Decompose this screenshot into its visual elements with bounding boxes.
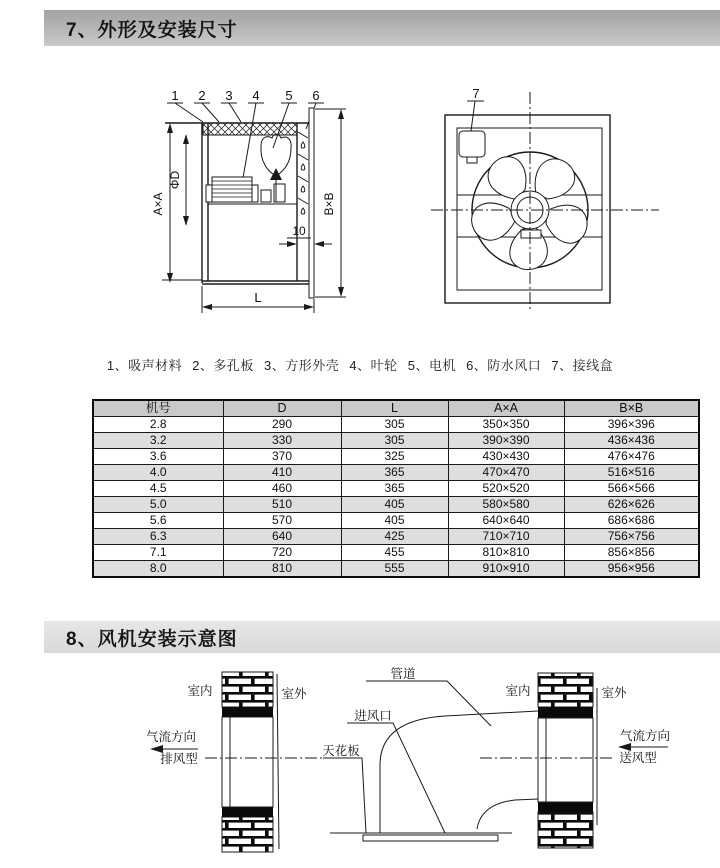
- supply-indoor-label: 室内: [505, 684, 531, 698]
- waterproof-vent: [298, 132, 308, 214]
- col-header-model: 机号: [93, 400, 223, 417]
- dim-bxb-label: B×B: [322, 192, 336, 216]
- table-cell: 365: [341, 481, 448, 497]
- table-row: [93, 417, 699, 433]
- table-cell: 640×640: [448, 513, 564, 529]
- table-cell: 810: [223, 561, 341, 578]
- callout-3: 3: [225, 88, 233, 103]
- wall-top: [538, 673, 593, 707]
- mounting-flange: [309, 108, 314, 298]
- table-row: [93, 545, 699, 561]
- callout-1: 1: [171, 88, 179, 103]
- table-cell: 566×566: [564, 481, 699, 497]
- table-cell: 305: [341, 433, 448, 449]
- callout-2: 2: [198, 88, 206, 103]
- table-cell: 430×430: [448, 449, 564, 465]
- table-cell: 2.8: [93, 417, 223, 433]
- exhaust-airflow-label: 气流方向: [145, 730, 197, 744]
- table-cell: 470×470: [448, 465, 564, 481]
- parts-caption: 1、吸声材料 2、多孔板 3、方形外壳 4、叶轮 5、电机 6、防水风口 7、接线盒: [106, 358, 614, 373]
- table-cell: 370: [223, 449, 341, 465]
- dim-gap: [279, 224, 332, 247]
- dim-l-label: L: [254, 290, 262, 305]
- supply-diagram: [480, 673, 670, 848]
- dimension-table-body: [93, 417, 699, 578]
- table-cell: 436×436: [564, 433, 699, 449]
- table-cell: 810×810: [448, 545, 564, 561]
- table-cell: 710×710: [448, 529, 564, 545]
- section8-header: [44, 621, 720, 653]
- table-cell: 5.0: [93, 497, 223, 513]
- table-header-row: [93, 400, 699, 417]
- side-section-drawing: [148, 76, 408, 328]
- front-view-drawing: [428, 84, 663, 316]
- table-row: [93, 481, 699, 497]
- col-header-bxb: B×B: [564, 400, 699, 417]
- callout-4: 4: [252, 88, 260, 103]
- table-cell: 290: [223, 417, 341, 433]
- table-cell: 520×520: [448, 481, 564, 497]
- table-cell: 405: [341, 497, 448, 513]
- table-cell: 756×756: [564, 529, 699, 545]
- table-row: [93, 465, 699, 481]
- table-cell: 3.2: [93, 433, 223, 449]
- table-cell: 956×956: [564, 561, 699, 578]
- table-cell: 396×396: [564, 417, 699, 433]
- col-header-d: D: [223, 400, 341, 417]
- table-cell: 516×516: [564, 465, 699, 481]
- table-cell: 640: [223, 529, 341, 545]
- table-row: [93, 433, 699, 449]
- casing-outline: [165, 108, 314, 298]
- wall-bottom: [222, 817, 273, 852]
- dim-phid-label: ΦD: [168, 170, 182, 190]
- dim-axa: [151, 123, 202, 283]
- table-cell: 410: [223, 465, 341, 481]
- table-cell: 365: [341, 465, 448, 481]
- motor: [206, 177, 285, 202]
- table-cell: 8.0: [93, 561, 223, 578]
- table-cell: 580×580: [448, 497, 564, 513]
- supply-outdoor-label: 室外: [601, 686, 627, 700]
- wall-bottom: [538, 812, 593, 848]
- exhaust-outdoor-label: 室外: [281, 687, 307, 701]
- col-header-axa: A×A: [448, 400, 564, 417]
- table-cell: 390×390: [448, 433, 564, 449]
- exhaust-diagram: [146, 672, 325, 852]
- table-cell: 4.0: [93, 465, 223, 481]
- table-cell: 570: [223, 513, 341, 529]
- table-cell: 3.6: [93, 449, 223, 465]
- duct-ceiling-label: 天花板: [322, 744, 360, 758]
- section7-title: 7、外形及安装尺寸: [66, 19, 238, 41]
- col-header-l: L: [341, 400, 448, 417]
- callout-7: 7: [472, 86, 480, 101]
- section7-header: [44, 10, 720, 46]
- table-row: [93, 497, 699, 513]
- installation-diagram: [0, 652, 720, 864]
- table-cell: 476×476: [564, 449, 699, 465]
- dimension-table: [92, 399, 700, 578]
- table-cell: 325: [341, 449, 448, 465]
- table-cell: 305: [341, 417, 448, 433]
- exhaust-indoor-label: 室内: [187, 684, 213, 698]
- table-cell: 6.3: [93, 529, 223, 545]
- supply-type-label: 送风型: [619, 751, 657, 765]
- dim-bxb: [315, 109, 346, 297]
- table-cell: 720: [223, 545, 341, 561]
- table-cell: 856×856: [564, 545, 699, 561]
- wall-top: [222, 672, 273, 707]
- callout-5: 5: [285, 88, 293, 103]
- table-cell: 4.5: [93, 481, 223, 497]
- table-row: [93, 529, 699, 545]
- sound-material-strip: [203, 123, 297, 135]
- table-row: [93, 449, 699, 465]
- duct-pipe-label: 管道: [390, 667, 416, 681]
- table-cell: 330: [223, 433, 341, 449]
- table-row: [93, 513, 699, 529]
- table-cell: 555: [341, 561, 448, 578]
- table-cell: 455: [341, 545, 448, 561]
- table-cell: 425: [341, 529, 448, 545]
- table-cell: 510: [223, 497, 341, 513]
- dim-l: [202, 286, 314, 313]
- table-cell: 626×626: [564, 497, 699, 513]
- table-cell: 7.1: [93, 545, 223, 561]
- dim-gap-label: 10: [292, 224, 306, 238]
- fan-blades: [464, 152, 593, 278]
- table-cell: 460: [223, 481, 341, 497]
- duct-inlet-label: 进风口: [354, 709, 392, 723]
- table-cell: 910×910: [448, 561, 564, 578]
- table-cell: 686×686: [564, 513, 699, 529]
- inlet-grille: [363, 835, 498, 841]
- exhaust-type-label: 排风型: [160, 752, 198, 766]
- callout-6: 6: [312, 88, 320, 103]
- supply-airflow-label: 气流方向: [619, 729, 671, 743]
- section8-title: 8、风机安装示意图: [66, 628, 238, 650]
- junction-box: [459, 86, 485, 163]
- table-cell: 350×350: [448, 417, 564, 433]
- table-row: [93, 561, 699, 578]
- dim-axa-label: A×A: [151, 192, 165, 216]
- table-cell: 5.6: [93, 513, 223, 529]
- table-cell: 405: [341, 513, 448, 529]
- dim-phid: [168, 134, 189, 226]
